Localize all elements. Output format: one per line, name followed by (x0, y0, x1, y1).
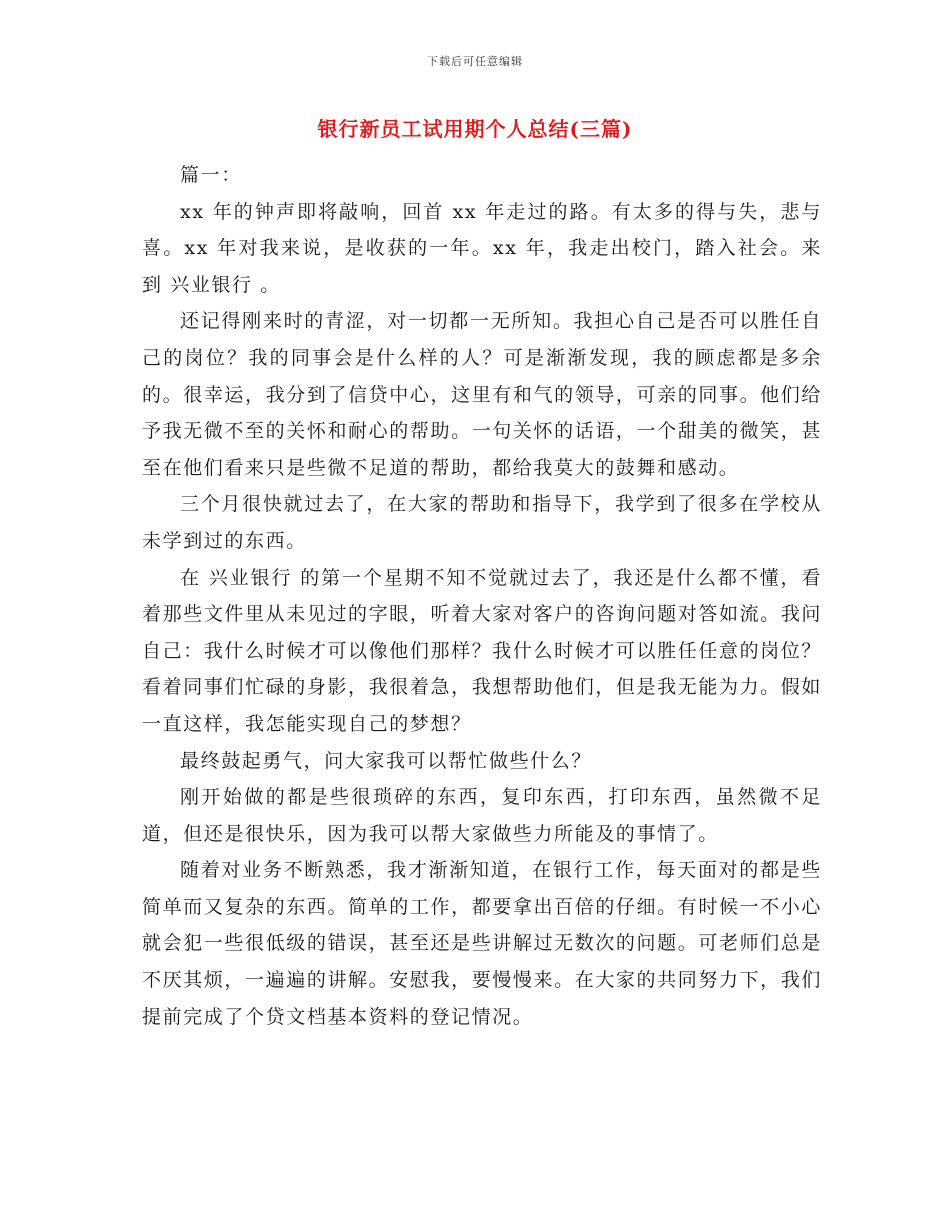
paragraph: 随着对业务不断熟悉，我才渐渐知道，在银行工作，每天面对的都是些简单而又复杂的东西。简单的工作，都要拿出百倍的仔细。有时候一不小心就会犯一些很低级的错误，甚至还是些讲解过无数次的问题。可老师们总是不厌其烦，一遍遍的讲解。安慰我，要慢慢来。在大家的共同努力下，我们提前完成了个贷文档基本资料的登记情况。 (142, 859, 822, 1028)
paragraph: 三个月很快就过去了，在大家的帮助和指导下，我学到了很多在学校从未学到过的东西。 (142, 493, 822, 552)
paragraph: xx 年的钟声即将敲响，回首 xx 年走过的路。有太多的得与失，悲与喜。xx 年对我来说，是收获的一年。xx 年，我走出校门，踏入社会。来到 兴业银行 。 (142, 200, 822, 296)
page-header: 下载后可任意编辑 (427, 55, 523, 68)
paragraph: 还记得刚来时的青涩，对一切都一无所知。我担心自己是否可以胜任自己的岗位？我的同事会是什么样的人？可是渐渐发现，我的顾虑都是多余的。很幸运，我分到了信贷中心，这里有和气的领导，可亲的同事。他们给予我无微不至的关怀和耐心的帮助。一句关怀的话语，一个甜美的微笑，甚至在他们看来只是些微不足道的帮助，都给我莫大的鼓舞和感动。 (142, 310, 822, 479)
paragraph: 最终鼓起勇气，问大家我可以帮忙做些什么？ (180, 749, 593, 772)
document-title: 银行新员工试用期个人总结(三篇) (317, 117, 633, 141)
section-label: 篇一： (180, 164, 242, 186)
paragraph: 在 兴业银行 的第一个星期不知不觉就过去了，我还是什么都不懂，看着那些文件里从未见过的字眼，听着大家对客户的咨询问题对答如流。我问自己：我什么时候才可以像他们那样？我什么时候才可以胜任任意的岗位？看着同事们忙碌的身影，我很着急，我想帮助他们，但是我无能为力。假如一直这样，我怎能实现自己的梦想？ (142, 566, 822, 735)
document-body (142, 157, 822, 1035)
paragraph: 刚开始做的都是些很琐碎的东西，复印东西，打印东西，虽然微不足道，但还是很快乐，因为我可以帮大家做些力所能及的事情了。 (142, 786, 822, 845)
